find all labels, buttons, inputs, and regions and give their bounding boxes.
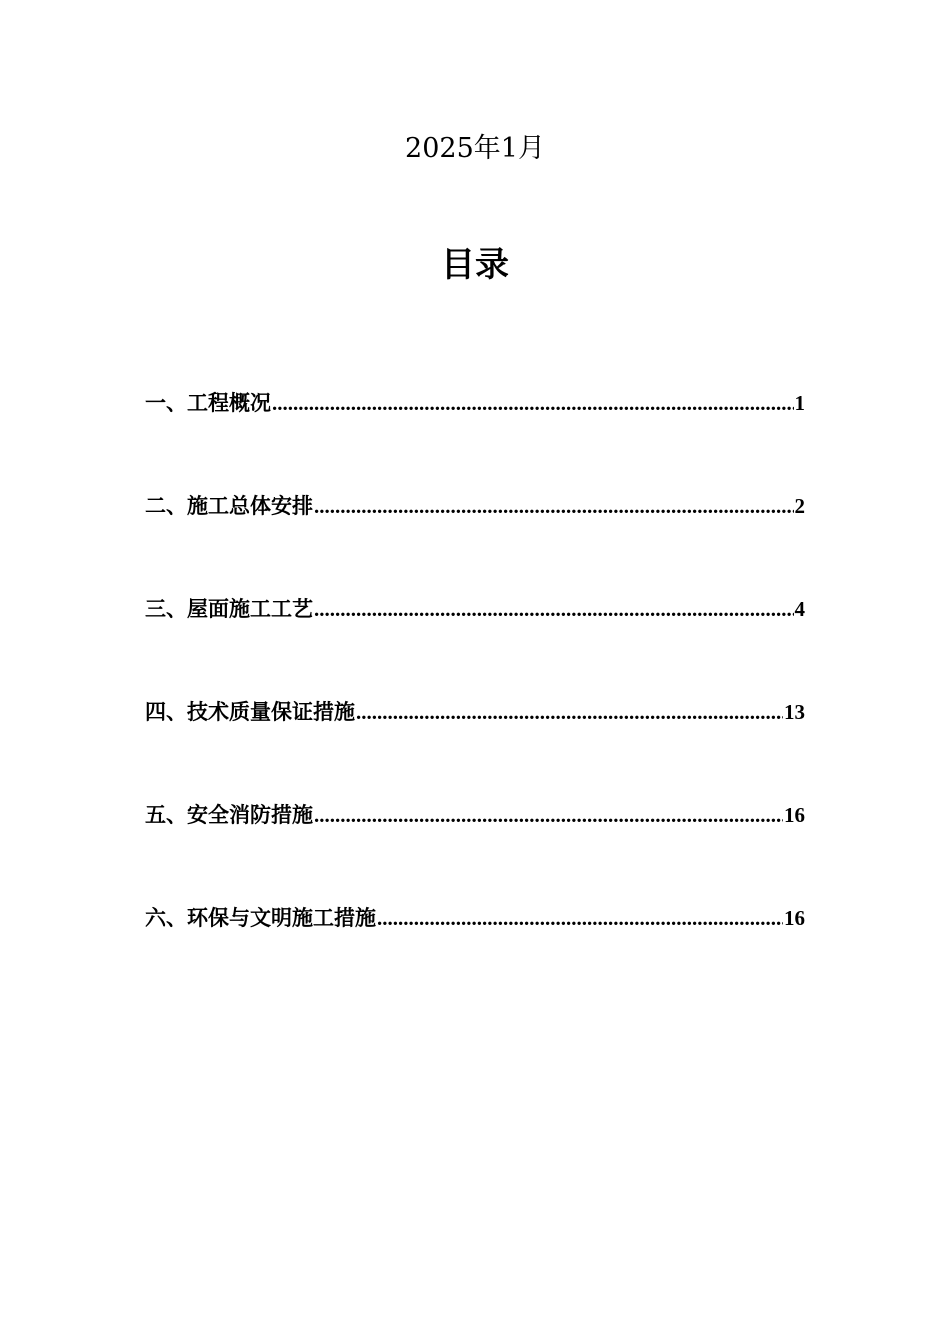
toc-entry-label: 五、安全消防措施 [145, 803, 313, 827]
toc-title: 目录 [441, 245, 509, 285]
toc-entry-label: 三、屋面施工工艺 [145, 597, 313, 621]
toc-dot-leader [272, 386, 794, 420]
toc-entry-page-number: 1 [794, 391, 805, 415]
toc-entry-project-overview[interactable] [145, 386, 805, 489]
toc-entry-page-number: 16 [784, 906, 805, 930]
toc-dot-leader [314, 489, 794, 523]
toc-entry-page-number: 13 [784, 700, 805, 724]
toc-entry-page-number: 2 [794, 494, 805, 518]
toc-entry-label: 一、工程概况 [145, 391, 271, 415]
toc-entry-environmental-measures[interactable] [145, 901, 805, 1004]
toc-entry-page-number: 16 [784, 803, 805, 827]
toc-dot-leader [356, 695, 783, 729]
toc-entry-page-number: 4 [794, 597, 805, 621]
toc-entry-roof-process[interactable] [145, 592, 805, 695]
toc-dot-leader [314, 592, 794, 626]
toc-entry-label: 六、环保与文明施工措施 [145, 906, 376, 930]
toc-entry-safety-fire-measures[interactable] [145, 798, 805, 901]
toc-dot-leader [314, 798, 783, 832]
document-date: 2025年1月 [405, 133, 545, 164]
toc-entry-label: 四、技术质量保证措施 [145, 700, 355, 724]
toc-dot-leader [377, 901, 783, 935]
toc-entry-label: 二、施工总体安排 [145, 494, 313, 518]
table-of-contents [145, 386, 805, 1004]
toc-entry-quality-measures[interactable] [145, 695, 805, 798]
toc-entry-general-arrangement[interactable] [145, 489, 805, 592]
